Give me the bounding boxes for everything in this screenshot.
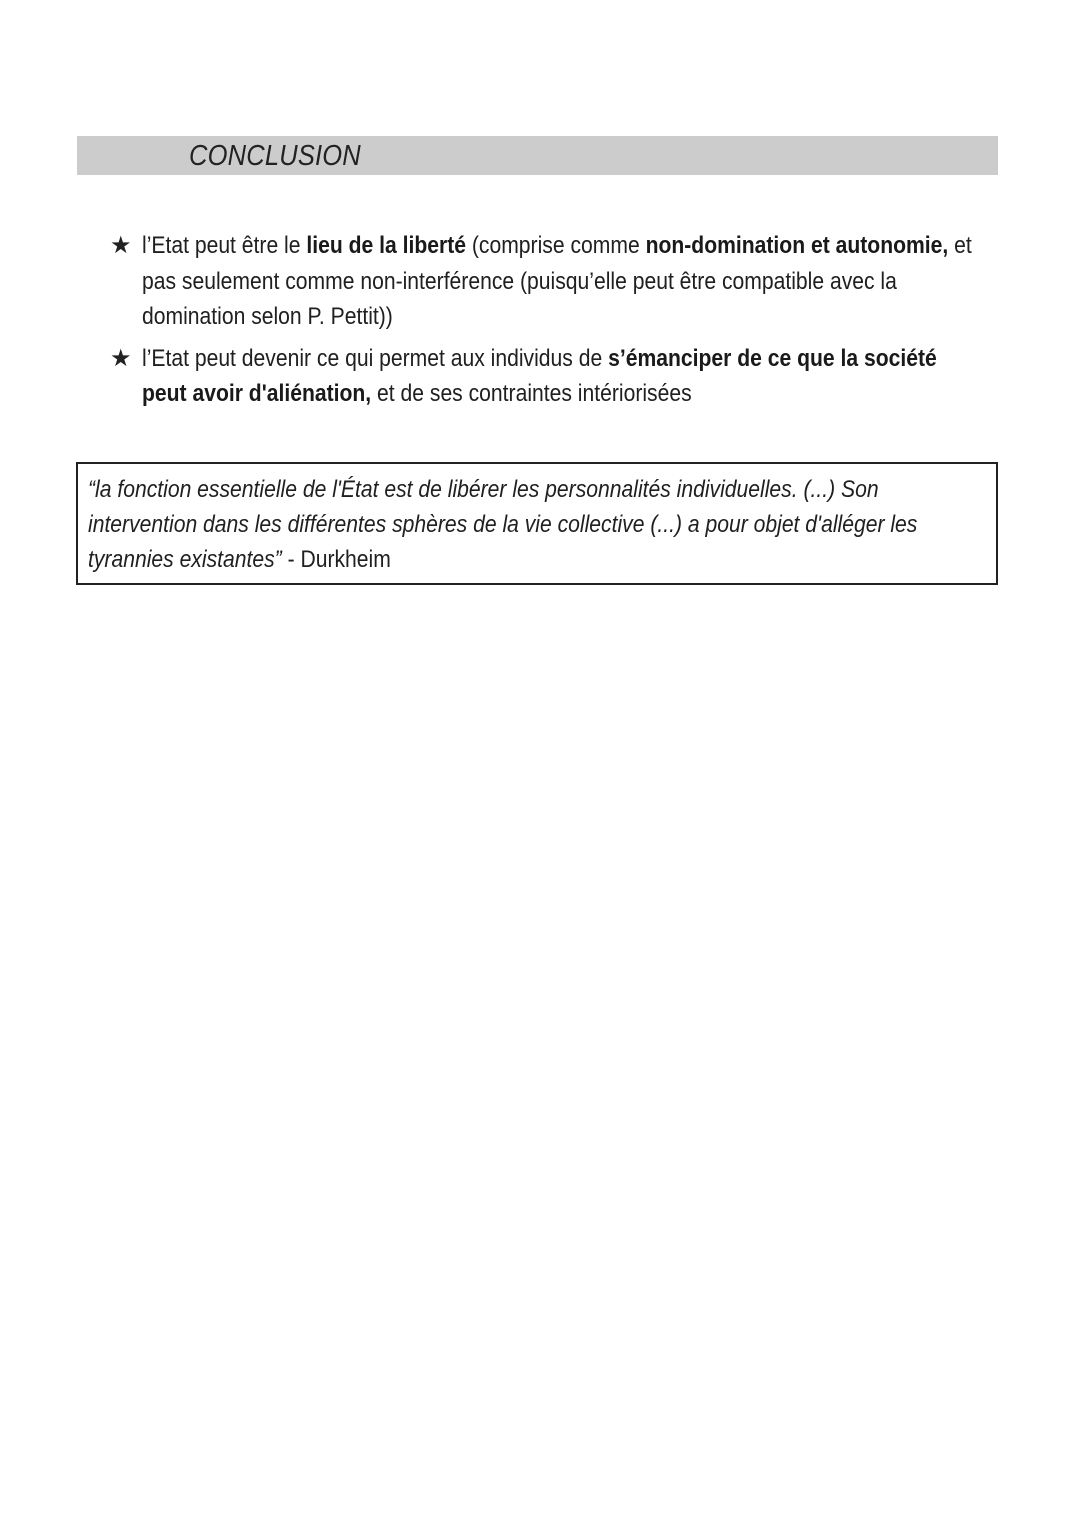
bullet-text-part: et de ses contraintes intériorisées — [371, 380, 692, 407]
bullet-text-part: (comprise comme — [466, 232, 646, 259]
quote-author: - Durkheim — [281, 546, 391, 573]
star-bullet-icon: ★ — [110, 231, 132, 259]
bullet-text-part: l’Etat peut devenir ce qui permet aux individus de — [142, 344, 609, 372]
bullet-item — [110, 228, 990, 335]
bullet-text-part: l’Etat peut être le — [142, 232, 307, 259]
bullet-text — [142, 228, 987, 335]
bullet-text-bold: non-domination et autonomie, — [645, 232, 949, 259]
bullet-text — [142, 341, 987, 412]
bullet-text-bold: s’émanciper de ce que la société peut avoir d'aliénation, — [142, 344, 937, 407]
quote-paragraph — [88, 472, 986, 577]
star-bullet-icon: ★ — [110, 343, 132, 372]
bullet-item — [110, 341, 990, 412]
quote-text: “la fonction essentielle de l'État est de libérer les personnalités individuelles. (...) Son intervention dans les différentes sphères de la vie collective (...) a pour objet d'alléger les tyrannies existantes” — [88, 476, 918, 573]
section-header — [77, 136, 998, 175]
bullet-text-bold: lieu de la liberté — [306, 232, 467, 259]
bullet-text-part: et pas seulement comme non-interférence (puisqu’elle peut être compatible avec la domination selon P. Pettit)) — [142, 232, 972, 330]
conclusion-bullet-list — [110, 228, 990, 418]
section-title: CONCLUSION — [189, 140, 361, 172]
quote-box — [76, 462, 998, 585]
